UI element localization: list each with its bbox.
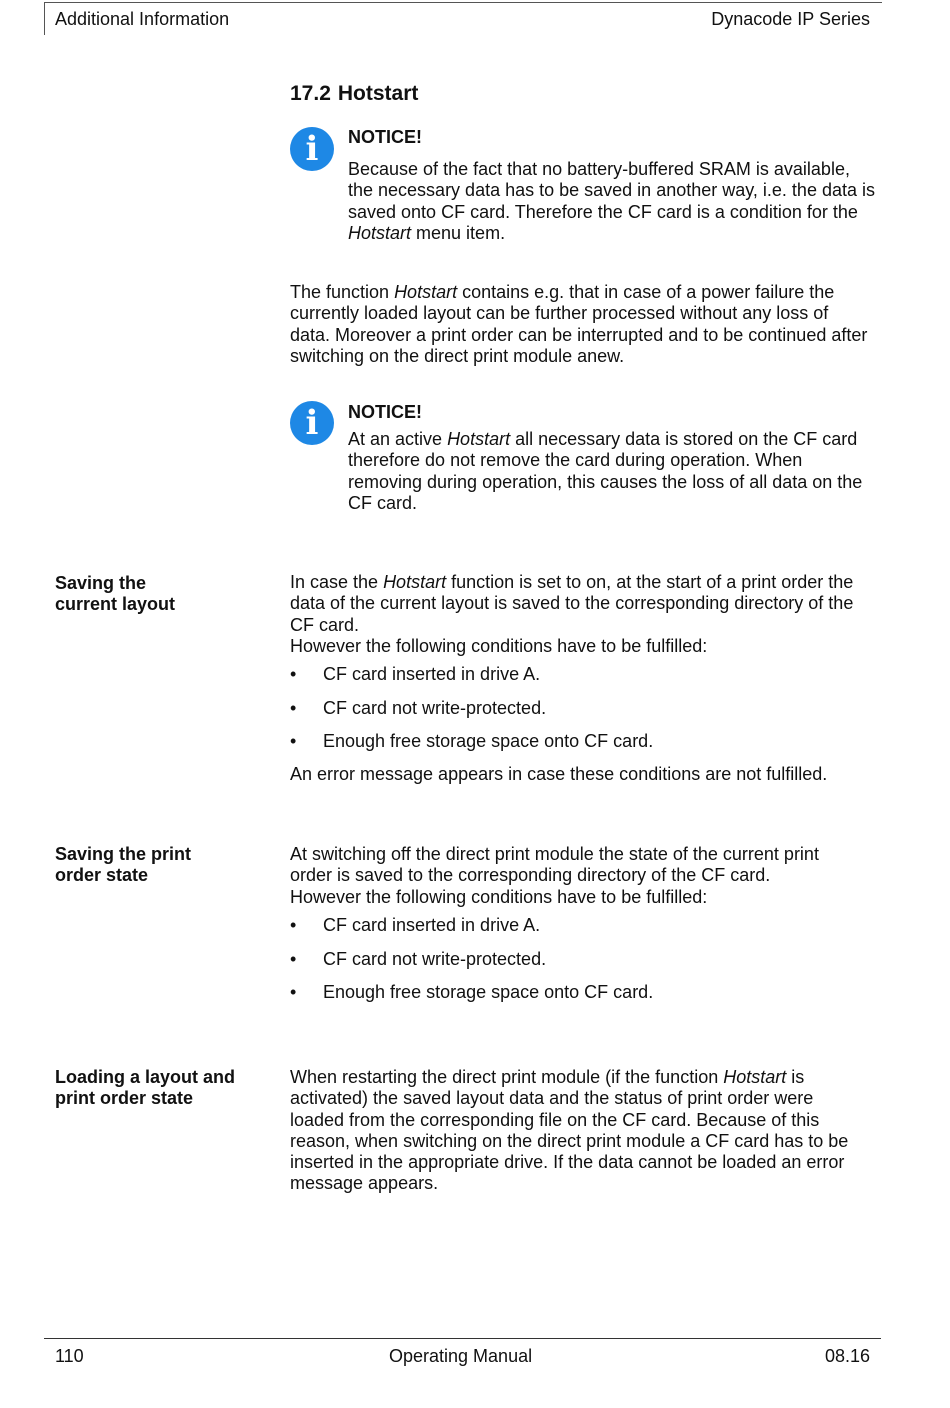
loading-paragraph: When restarting the direct print module (if the function Hotstart is activated) the saved layout data and the status of print order were loaded from the corresponding file on the CF card. Because of this reason, when switching on the direct print module a CF card has to be inserted in the appropriate drive. If the data cannot be loaded an error message appears. (290, 1067, 849, 1194)
info-icon: i (290, 401, 334, 445)
footer-title: Operating Manual (389, 1346, 533, 1366)
error-note: An error message appears in case these conditions are not fulfilled. (290, 764, 828, 784)
intro-paragraph: The function Hotstart contains e.g. that in case of a power failure the currently loaded layout can be further processed without any loss of data. Moreover a print order can be interrupted and to be continued after switching on the direct print module anew. (290, 282, 868, 366)
bullet-dot: • (290, 697, 297, 718)
header-product-name: Dynacode IP Series (711, 9, 870, 29)
notice-text: Because of the fact that no battery-buffered SRAM is available, the necessary data has to be saved in another way, i.e. the data is saved onto CF card. Therefore the CF card is a condition for the Hotstart menu item. (348, 159, 875, 243)
bullet-dot: • (290, 915, 297, 935)
side-heading-saving-order: Saving the print order state (55, 844, 192, 886)
list-item: • CF card inserted in drive A. (290, 915, 541, 935)
side-heading-loading: Loading a layout and print order state (55, 1067, 236, 1109)
saving-layout-conditions-list (290, 663, 653, 764)
header-section-name: Additional Information (55, 9, 230, 29)
bullet-dot: • (290, 948, 297, 969)
saving-layout-paragraph: In case the Hotstart function is set to on, at the start of a print order the data of the current layout is saved to the corresponding directory of the CF card. However the following conditions have to be fulfilled: (290, 572, 854, 656)
saving-order-paragraph: At switching off the direct print module the state of the current print order is saved to the corresponding directory of the CF card. However the following conditions have to be fulfilled: (290, 844, 819, 907)
list-item: • Enough free storage space onto CF card. (290, 731, 654, 751)
bullet-dot: • (290, 664, 297, 684)
section-title: Hotstart (337, 82, 419, 105)
info-icon: i (290, 127, 334, 171)
list-item: • Enough free storage space onto CF card. (290, 982, 654, 1002)
footer-date: 08.16 (824, 1346, 870, 1366)
bullet-dot: • (290, 731, 297, 751)
list-item: • CF card not write-protected. (290, 697, 547, 718)
list-item: • CF card not write-protected. (290, 948, 547, 969)
section-heading (290, 81, 418, 107)
notice-text: At an active Hotstart all necessary data is stored on the CF card therefore do not remove the card during operation. When removing during operation, this causes the loss of all data on the CF card. (348, 429, 863, 513)
section-number: 17.2 (290, 82, 331, 105)
notice-title: NOTICE! (348, 127, 422, 147)
page-number: 110 (55, 1346, 84, 1366)
bullet-dot: • (290, 982, 297, 1002)
saving-order-conditions-list (290, 914, 653, 1015)
side-heading-saving-layout: Saving the current layout (55, 573, 176, 615)
notice-title: NOTICE! (348, 402, 422, 422)
list-item: • CF card inserted in drive A. (290, 664, 541, 684)
footer-rule (44, 1338, 881, 1339)
